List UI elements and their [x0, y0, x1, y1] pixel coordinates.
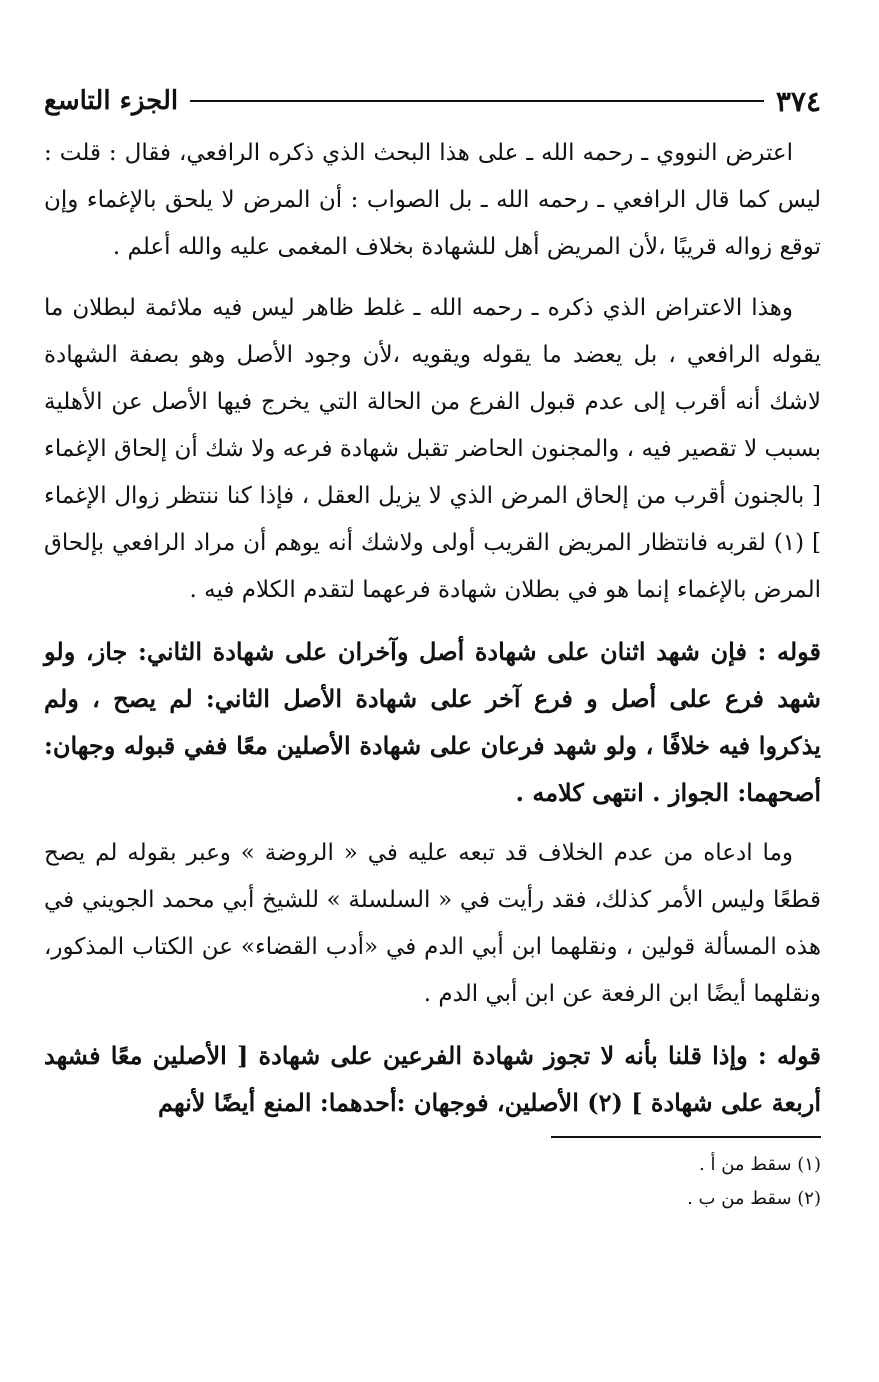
page-number: ٣٧٤ [775, 84, 821, 118]
footnote-separator [551, 1136, 821, 1138]
footnote-1: (١) سقط من أ . [699, 1154, 821, 1175]
footnote-2: (٢) سقط من ب . [687, 1188, 821, 1209]
page-header [44, 78, 821, 124]
header-rule [190, 100, 764, 102]
quoted-passage-1: قوله : فإن شهد اثنان على شهادة أصل وآخران على شهادة الثاني: جاز، ولو شهد فرع على أصل و فرع آخر على شهادة الأصل الثاني: لم يصح ، ولم يذكروا فيه خلافًا ، ولو شهد فرعان على شهادة الأصلين معًا ففي قبوله وجهان: أصحهما: الجواز . انتهى كلامه . [44, 637, 821, 807]
running-title: الجزء التاسع [44, 86, 179, 116]
paragraph-3: وما ادعاه من عدم الخلاف قد تبعه عليه في « الروضة » وعبر بقوله لم يصح قطعًا وليس الأمر كذلك، فقد رأيت في « السلسلة » للشيخ أبي محمد الجويني في هذه المسألة قولين ، ونقلهما ابن أبي الدم في «أدب القضاء» عن الكتاب المذكور، ونقلهما أيضًا ابن الرفعة عن ابن أبي الدم . [44, 840, 821, 1007]
quoted-passage-2: قوله : وإذا قلنا بأنه لا تجوز شهادة الفرعين على شهادة [ الأصلين معًا فشهد أربعة على شهادة ] (٢) الأصلين، فوجهان :أحدهما: المنع أيضًا لأنهم [44, 1041, 821, 1117]
paragraph-1: اعترض النووي ـ رحمه الله ـ على هذا البحث الذي ذكره الرافعي، فقال : قلت : ليس كما قال الرافعي ـ رحمه الله ـ بل الصواب : أن المرض لا يلحق بالإغماء وإن توقع زواله قريبًا ،لأن المريض أهل للشهادة بخلاف المغمى عليه والله أعلم . [44, 140, 821, 260]
paragraph-2: وهذا الاعتراض الذي ذكره ـ رحمه الله ـ غلط ظاهر ليس فيه ملائمة لبطلان ما يقوله الرافعي ، بل يعضد ما يقوله ويقويه ،لأن وجود الأصل وهو بصفة الشهادة لاشك أنه أقرب إلى عدم قبول الفرع من الحالة التي يخرج فيها الأصل عن الأهلية بسبب لا تقصير فيه ، والمجنون الحاضر تقبل شهادة فرعه ولا شك أن إلحاق الإغماء [ بالجنون أقرب من إلحاق المرض الذي لا يزيل العقل ، فإذا كنا ننتظر زوال الإغماء ] (١) لقربه فانتظار المريض القريب أولى ولاشك أنه يوهم أن مراد الرافعي بإلحاق المرض بالإغماء إنما هو في بطلان شهادة فرعهما لتقدم الكلام فيه . [44, 295, 821, 603]
